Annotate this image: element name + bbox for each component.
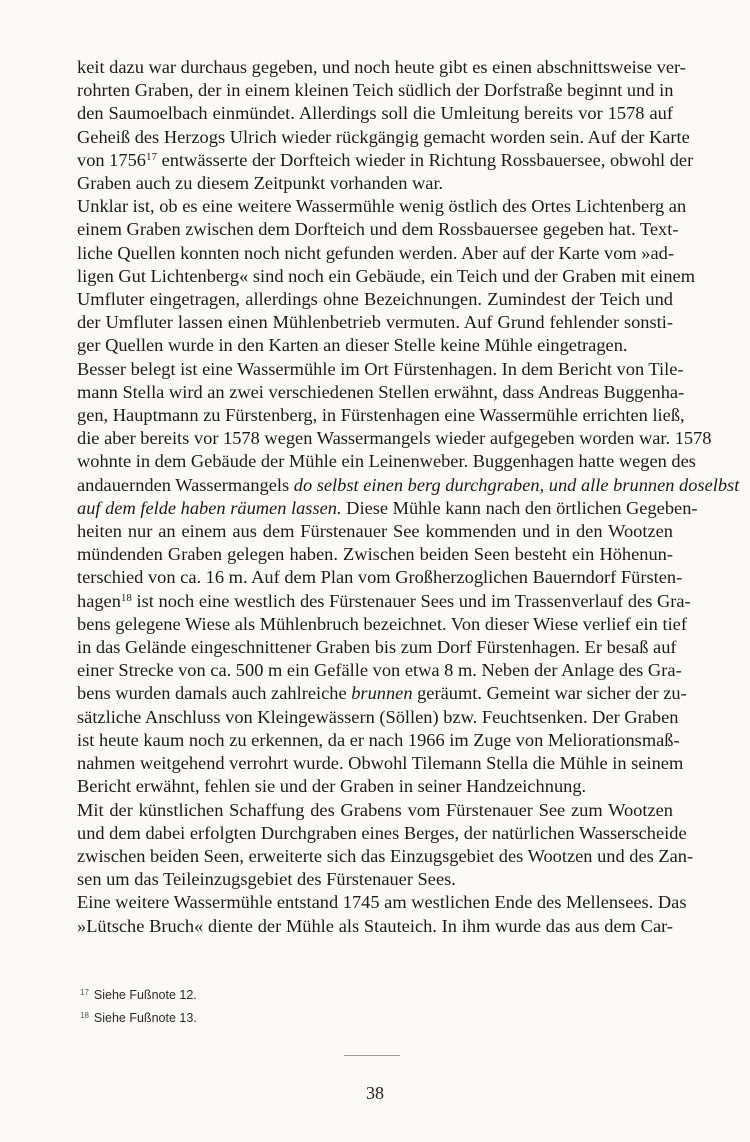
text-line: Geheiß des Herzogs Ulrich wieder rückgängig gemacht worden sein. Auf der Karte	[77, 126, 690, 147]
text-line: zwischen beiden Seen, erweiterte sich das Einzugsgebiet des Wootzen und des Zan-	[77, 845, 694, 866]
text-line: ligen Gut Lichtenberg« sind noch ein Gebäude, ein Teich und der Graben mit einem	[77, 265, 696, 286]
footnote-ref-18: 18	[120, 591, 132, 604]
text-line: keit dazu war durchaus gegeben, und noch heute gibt es einen abschnittsweise ver-	[77, 57, 686, 77]
footnote-text: Siehe Fußnote 13.	[93, 1011, 197, 1025]
text-line: Mit der künstlichen Schaffung des Grabens vom Fürstenauer See zum Wootzen	[77, 799, 673, 820]
footnote	[80, 1011, 676, 1025]
text-line: auf dem felde haben räumen lassen. Diese Mühle kann nach den örtlichen Gegeben-	[77, 497, 698, 518]
text-line: sätzliche Anschluss von Kleingewässern (Söllen) bzw. Feuchtsenken. Der Graben	[77, 706, 679, 727]
footnote-text: Siehe Fußnote 12.	[93, 988, 197, 1002]
quoted-source-text: brunnen	[351, 683, 413, 704]
footnotes	[80, 988, 676, 1034]
text-line: der Umfluter lassen einen Mühlenbetrieb vermuten. Auf Grund fehlender sonsti-	[77, 312, 673, 333]
footnote-number: 17	[80, 988, 89, 997]
text-line: ger Quellen wurde in den Karten an dieser Stelle keine Mühle eingetragen.	[77, 335, 628, 356]
quoted-source-text: auf dem felde haben räumen lassen.	[77, 497, 342, 518]
text-line: hagen$^{18}$ ist noch eine westlich des Fürstenauer Sees und im Trassenverlauf des Gra-	[77, 590, 691, 611]
text-line: den Saumoelbach einmündet. Allerdings soll die Umleitung bereits vor 1578 auf	[77, 103, 673, 124]
text-line: mann Stella wird an zwei verschiedenen Stellen erwähnt, dass Andreas Buggenha-	[77, 381, 685, 402]
text-line: Graben auch zu diesem Zeitpunkt vorhanden war.	[77, 173, 444, 194]
text-line: und dem dabei erfolgten Durchgraben eines Berges, der natürlichen Wasserscheide	[77, 822, 687, 843]
text-line: rohrten Graben, der in einem kleinen Teich südlich der Dorfstraße beginnt und in	[77, 80, 674, 101]
text-line: ist heute kaum noch zu erkennen, da er nach 1966 im Zuge von Meliorationsmaß-	[77, 729, 680, 750]
quoted-source-text: do selbst einen berg durchgraben, und alle brunnen doselbst	[293, 474, 740, 495]
page-number: 38	[366, 1083, 384, 1103]
body-text	[77, 56, 740, 938]
footnote-number: 18	[80, 1011, 89, 1020]
text-line: bens wurden damals auch zahlreiche brunnen geräumt. Gemeint war sicher der zu-	[77, 683, 687, 704]
text-line: heiten nur an einem aus dem Fürstenauer See kommenden und in den Wootzen	[77, 521, 673, 542]
text-line: »Lütsche Bruch« diente der Mühle als Stauteich. In ihm wurde das aus dem Car-	[77, 915, 673, 936]
text-line: terschied von ca. 16 m. Auf dem Plan vom Großherzoglichen Bauerndorf Fürsten-	[77, 567, 683, 588]
footnote-ref-17: 17	[145, 150, 157, 163]
text-line: wohnte in dem Gebäude der Mühle ein Leinenweber. Buggenhagen hatte wegen des	[77, 451, 696, 472]
text-line: Bericht erwähnt, fehlen sie und der Graben in seiner Handzeichnung.	[77, 776, 587, 797]
text-line: einer Strecke von ca. 500 m ein Gefälle von etwa 8 m. Neben der Anlage des Gra-	[77, 660, 682, 681]
text-line: andauernden Wassermangels do selbst einen berg durchgraben, und alle brunnen doselbst	[77, 474, 740, 495]
text-line: von 1756$^{17}$ entwässerte der Dorfteich wieder in Richtung Rossbauersee, obwohl der	[77, 149, 694, 170]
text-line: bens gelegene Wiese als Mühlenbruch bezeichnet. Von dieser Wiese verlief ein tief	[77, 613, 687, 634]
footnote	[80, 988, 676, 1002]
text-line: gen, Hauptmann zu Fürstenberg, in Fürstenhagen eine Wassermühle errichten ließ,	[77, 405, 685, 426]
text-line: mündenden Graben gelegen haben. Zwischen beiden Seen besteht ein Höhenun-	[77, 544, 673, 565]
text-line: liche Quellen konnten noch nicht gefunden werden. Aber auf der Karte vom »ad-	[77, 242, 674, 263]
text-line: in das Gelände eingeschnittener Graben bis zum Dorf Fürstenhagen. Er besaß auf	[77, 637, 677, 658]
text-line: sen um das Teileinzugsgebiet des Fürstenauer Sees.	[77, 869, 456, 890]
text-line: die aber bereits vor 1578 wegen Wassermangels wieder aufgegeben worden war. 1578	[77, 428, 712, 449]
text-line: Eine weitere Wassermühle entstand 1745 am westlichen Ende des Mellensees. Das	[77, 892, 687, 913]
text-line: Unklar ist, ob es eine weitere Wassermühle wenig östlich des Ortes Lichtenberg an	[77, 196, 687, 217]
text-line: einem Graben zwischen dem Dorfteich und dem Rossbauersee gegeben hat. Text-	[77, 219, 679, 240]
text-line: Besser belegt ist eine Wassermühle im Ort Fürstenhagen. In dem Bericht von Tile-	[77, 358, 684, 379]
text-line: nahmen weitgehend verrohrt wurde. Obwohl Tilemann Stella die Mühle in seinem	[77, 753, 684, 774]
text-line: Umfluter eingetragen, allerdings ohne Bezeichnungen. Zumindest der Teich und	[77, 289, 673, 310]
footer-divider	[344, 1055, 400, 1056]
